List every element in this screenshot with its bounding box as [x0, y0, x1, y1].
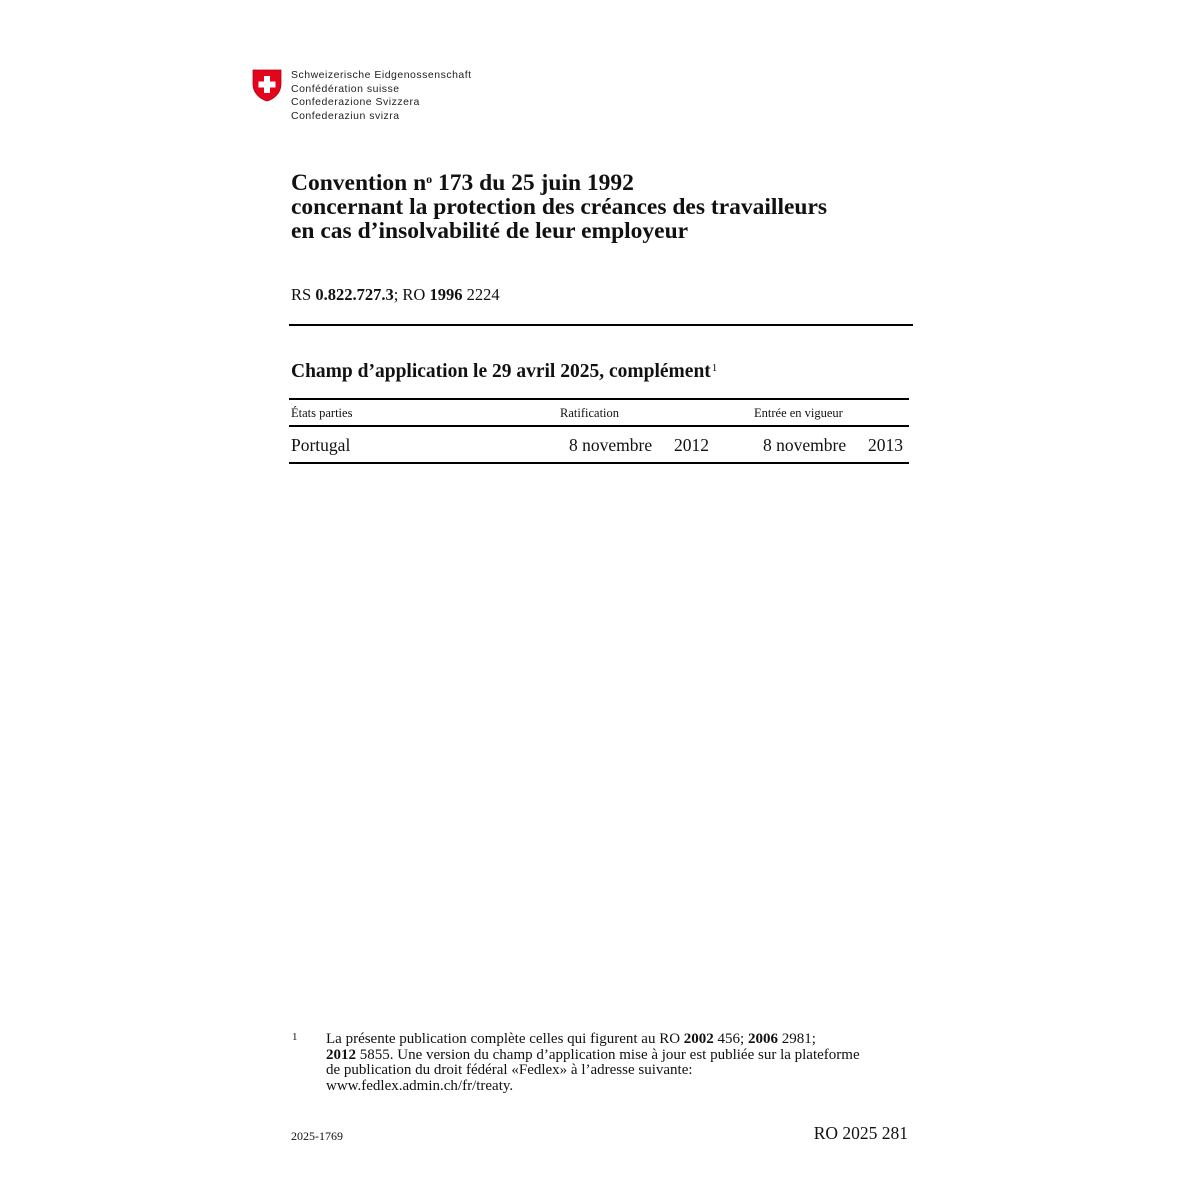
footnote-line-4: www.fedlex.admin.ch/fr/treaty. — [326, 1077, 514, 1094]
footnote-marker: 1 — [711, 362, 718, 374]
confederation-names — [291, 69, 472, 123]
footnote-line-3: de publication du droit fédéral «Fedlex» à l’adresse suivante: — [326, 1062, 693, 1078]
column-header-entry: Entrée en vigueur — [754, 406, 843, 420]
table-cell-ratification-date: 8 novembre — [569, 435, 653, 455]
table-cell-state: Portugal — [291, 435, 351, 455]
table-cell-entry-year: 2013 — [868, 435, 903, 455]
ro-year: 1996 — [429, 285, 463, 304]
document-title — [291, 167, 827, 243]
footnote-line-1: La présente publication complète celles qui figurent au RO 2002 456; 2006 2981; — [326, 1031, 816, 1047]
table-cell-ratification-year: 2012 — [674, 435, 709, 455]
title-line-3: en cas d’insolvabilité de leur employeur — [291, 218, 689, 244]
table-cell-entry-date: 8 novembre — [763, 435, 847, 455]
footnote-number: 1 — [292, 1031, 298, 1043]
swiss-coat-of-arms-icon — [252, 69, 282, 102]
column-header-ratification: Ratification — [560, 406, 620, 420]
reference-line: RS 0.822.727.3; RO 1996 2224 — [291, 285, 500, 304]
table-header-rule — [289, 425, 909, 427]
rs-number: 0.822.727.3 — [315, 285, 394, 304]
confederation-name-fr: Confédération suisse — [291, 82, 400, 95]
title-line-1: Convention $n^o$ 173 du 25 juin 1992 — [291, 170, 634, 196]
confederation-name-rm: Confederaziun svizra — [291, 109, 400, 122]
table-bottom-rule — [289, 462, 909, 464]
column-header-states: États parties — [291, 406, 353, 420]
confederation-name-it: Confederazione Svizzera — [291, 96, 420, 109]
document-number: 2025-1769 — [291, 1129, 343, 1143]
header-divider — [289, 324, 913, 326]
footnote-line-2: 2012 5855. Une version du champ d’application mise à jour est publiée sur la plateforme — [326, 1046, 860, 1063]
federal-header — [252, 69, 472, 123]
footnote-text — [326, 1032, 916, 1094]
title-line-2: concernant la protection des créances des travailleurs — [291, 194, 828, 220]
confederation-name-de: Schweizerische Eidgenossenschaft — [291, 69, 472, 81]
section-title: Champ d’application le 29 avril 2025, complément$^1$ — [291, 361, 718, 382]
ro-reference: RO 2025 281 — [813, 1123, 908, 1143]
table-top-rule — [289, 398, 909, 400]
